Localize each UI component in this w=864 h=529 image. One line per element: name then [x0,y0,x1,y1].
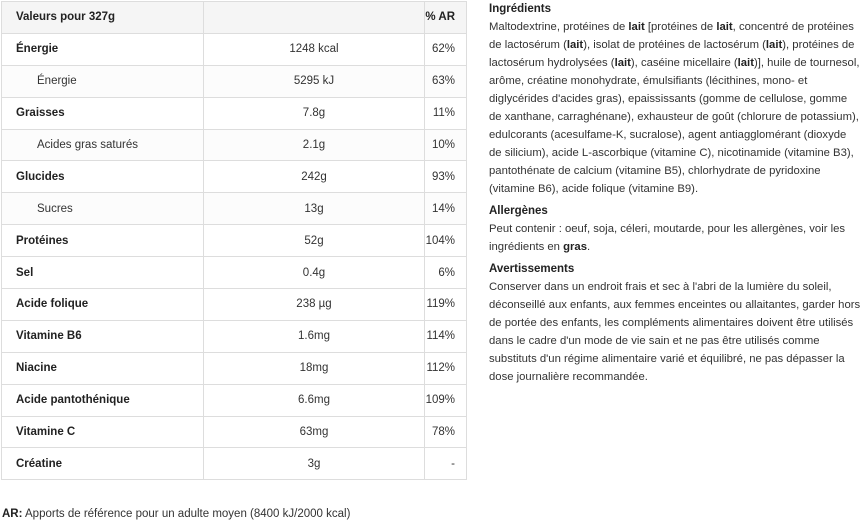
footnote-text: Apports de référence pour un adulte moyen (8400 kJ/2000 kcal) [22,508,351,520]
warnings-text: Conserver dans un endroit frais et sec à l'abri de la lumière du soleil, déconseillé aux enfants, aux femmes enceintes ou allaitantes, garder hors de portée des enfants, les compléments alimentaires doivent être utilisés dans le cadre d'un mode de vie sain et ne pas être utilisés comme substituts d'un régime alimentaire varié et équilibré, ne pas dépasser la dose journalière recommandée. [489,281,861,383]
allergen-emphasis: lait [628,21,645,33]
header-ar-label: % AR [425,2,467,34]
nutrition-row [2,289,467,321]
nutrition-body [2,33,467,479]
text-segment: ), isolat de protéines de lactosérum ( [583,39,766,51]
nutrient-value: 6.6mg [204,384,425,416]
allergen-emphasis: lait [614,57,631,69]
nutrient-ar-percent: 10% [425,129,467,161]
ingredients-text [489,18,861,198]
ar-footnote [2,508,350,520]
nutrition-row [2,161,467,193]
nutrient-name: Sel [2,257,204,289]
nutrient-name: Glucides [2,161,204,193]
nutrient-value: 7.8g [204,97,425,129]
nutrition-table [1,1,467,480]
nutrient-value: 3g [204,448,425,480]
nutrition-row [2,65,467,97]
ingredients-title: Ingrédients [489,3,551,15]
nutrient-ar-percent: 62% [425,33,467,65]
header-portion-label: Valeurs pour 327g [2,2,204,34]
nutrient-value: 238 µg [204,289,425,321]
nutrient-ar-percent: 6% [425,257,467,289]
allergen-emphasis: lait [566,39,584,51]
nutrition-row [2,448,467,480]
nutrient-ar-percent: 11% [425,97,467,129]
nutrient-name: Acides gras saturés [2,129,204,161]
nutrition-row [2,320,467,352]
nutrition-row [2,129,467,161]
text-segment: Peut contenir : oeuf, soja, céleri, moutarde, pour les allergènes, voir les ingrédients en [489,223,846,253]
footnote-label: AR: [2,508,23,520]
nutrient-name: Graisses [2,97,204,129]
nutrition-row [2,33,467,65]
allergens-section [489,204,861,256]
nutrient-ar-percent: 14% [425,193,467,225]
allergen-emphasis: lait [716,21,733,33]
product-info-column [489,2,861,392]
nutrient-value: 1.6mg [204,320,425,352]
nutrient-ar-percent: 119% [425,289,467,321]
text-segment: . [586,241,591,253]
ingredients-section [489,2,861,198]
text-segment: )], huile de tournesol, arôme, créatine monohydrate, émulsifiants (lécithines, mono- et diglycérides d'acides gras), epaississants (gomme de cellulose, gomme de xanthane, carraghénane), exhausteur de goût (chlorure de potassium), edulcorants (acesulfame-K, sucralose), agent antiagglomérant (dioxyde de silicium), acide L-ascorbique (vitamine C), nicotinamide (vitamine B3), pantothénate de calcium (vitamine B5), chlorhydrate de pyridoxine (vitamine B6), acide folique (vitamine B9). [489,57,860,195]
nutrition-row [2,352,467,384]
nutrient-name: Vitamine C [2,416,204,448]
nutrient-ar-percent: 104% [425,225,467,257]
nutrient-value: 1248 kcal [204,33,425,65]
header-value-cell [204,2,425,34]
nutrient-value: 18mg [204,352,425,384]
nutrient-ar-percent: 78% [425,416,467,448]
nutrient-ar-percent: 109% [425,384,467,416]
allergens-text [489,220,861,256]
nutrient-ar-percent: 112% [425,352,467,384]
nutrient-name: Acide folique [2,289,204,321]
nutrient-name: Créatine [2,448,204,480]
nutrient-value: 13g [204,193,425,225]
allergen-emphasis: gras [563,241,587,253]
nutrient-ar-percent: - [425,448,467,480]
nutrient-name: Énergie [2,33,204,65]
nutrient-ar-percent: 114% [425,320,467,352]
nutrient-ar-percent: 63% [425,65,467,97]
nutrient-value: 242g [204,161,425,193]
nutrition-row [2,193,467,225]
warnings-title: Avertissements [489,263,575,275]
nutrition-row [2,257,467,289]
allergens-title: Allergènes [489,205,548,217]
nutrient-name: Sucres [2,193,204,225]
nutrient-name: Vitamine B6 [2,320,204,352]
allergen-emphasis: lait [765,39,783,51]
nutrition-row [2,225,467,257]
nutrition-row [2,416,467,448]
nutrition-row [2,97,467,129]
nutrient-value: 0.4g [204,257,425,289]
nutrient-value: 2.1g [204,129,425,161]
nutrient-ar-percent: 93% [425,161,467,193]
nutrient-value: 5295 kJ [204,65,425,97]
text-segment: Maltodextrine, protéines de [489,21,629,33]
text-segment: [protéines de [644,21,717,33]
nutrient-name: Protéines [2,225,204,257]
nutrition-row [2,384,467,416]
nutrient-value: 63mg [204,416,425,448]
text-segment: , concentré de protéines de lactosérum ( [489,21,854,51]
nutrient-name: Niacine [2,352,204,384]
nutrient-value: 52g [204,225,425,257]
nutrient-name: Énergie [2,65,204,97]
text-segment: ), caséine micellaire ( [630,57,738,69]
text-segment: ), protéines de lactosérum hydrolysées ( [489,39,855,69]
warnings-section [489,262,861,386]
nutrient-name: Acide pantothénique [2,384,204,416]
allergen-emphasis: lait [737,57,754,69]
nutrition-header-row [2,2,467,34]
